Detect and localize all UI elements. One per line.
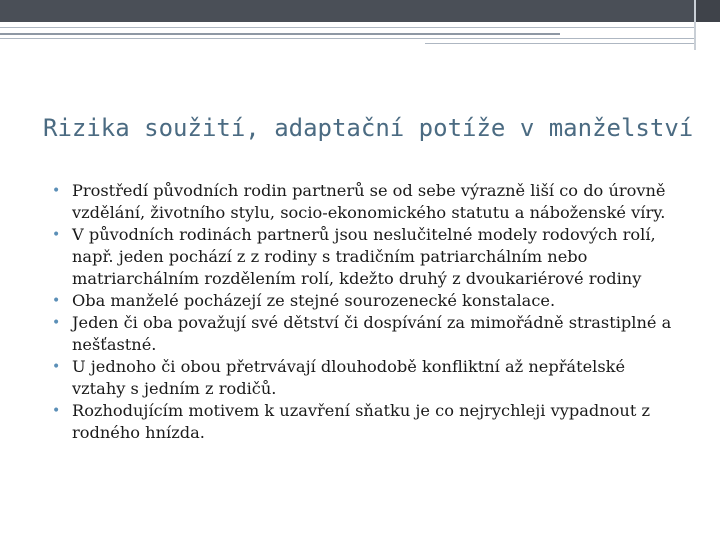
bullet-dot-icon: • bbox=[52, 315, 61, 331]
bullet-text: U jednoho či obou přetrvávají dlouhodobě konfliktní až nepřátelské vztahy s jedním z rodičů. bbox=[72, 357, 626, 398]
bullet-item bbox=[52, 224, 672, 290]
decorative-line bbox=[0, 38, 694, 39]
decorative-lines bbox=[0, 24, 694, 46]
bullet-text: Jeden či oba považují své dětství či dospívání za mimořádně strastiplné a nešťastné. bbox=[72, 313, 672, 354]
bullet-text: Oba manželé pocházejí ze stejné sourozenecké konstalace. bbox=[72, 291, 556, 310]
bullet-text: V původních rodinách partnerů jsou neslučitelné modely rodových rolí, např. jeden pochází z z rodiny s tradičním patriarchálním nebo matriarchálním rozdělením rolí, kdežto druhý z dvoukariérové rodiny bbox=[72, 225, 656, 288]
bullet-item bbox=[52, 400, 672, 444]
bullet-text: Prostředí původních rodin partnerů se od sebe výrazně liší co do úrovně vzdělání, životního stylu, socio-ekonomického statutu a náboženské víry. bbox=[72, 181, 666, 222]
bullet-dot-icon: • bbox=[52, 183, 61, 199]
bullet-dot-icon: • bbox=[52, 359, 61, 375]
top-banner-corner bbox=[696, 0, 720, 22]
top-banner bbox=[0, 0, 694, 22]
bullet-dot-icon: • bbox=[52, 293, 61, 309]
decorative-line bbox=[425, 43, 694, 44]
decorative-line bbox=[0, 33, 560, 35]
bullet-list bbox=[52, 180, 672, 444]
bullet-item bbox=[52, 180, 672, 224]
bullet-dot-icon: • bbox=[52, 403, 61, 419]
bullet-item bbox=[52, 312, 672, 356]
bullet-item bbox=[52, 356, 672, 400]
slide-title: Rizika soužití, adaptační potíže v manželství bbox=[43, 114, 694, 142]
decorative-line bbox=[0, 27, 694, 28]
bullet-item bbox=[52, 290, 672, 312]
bullet-text: Rozhodujícím motivem k uzavření sňatku je co nejrychleji vypadnout z rodného hnízda. bbox=[72, 401, 651, 442]
bullet-dot-icon: • bbox=[52, 227, 61, 243]
